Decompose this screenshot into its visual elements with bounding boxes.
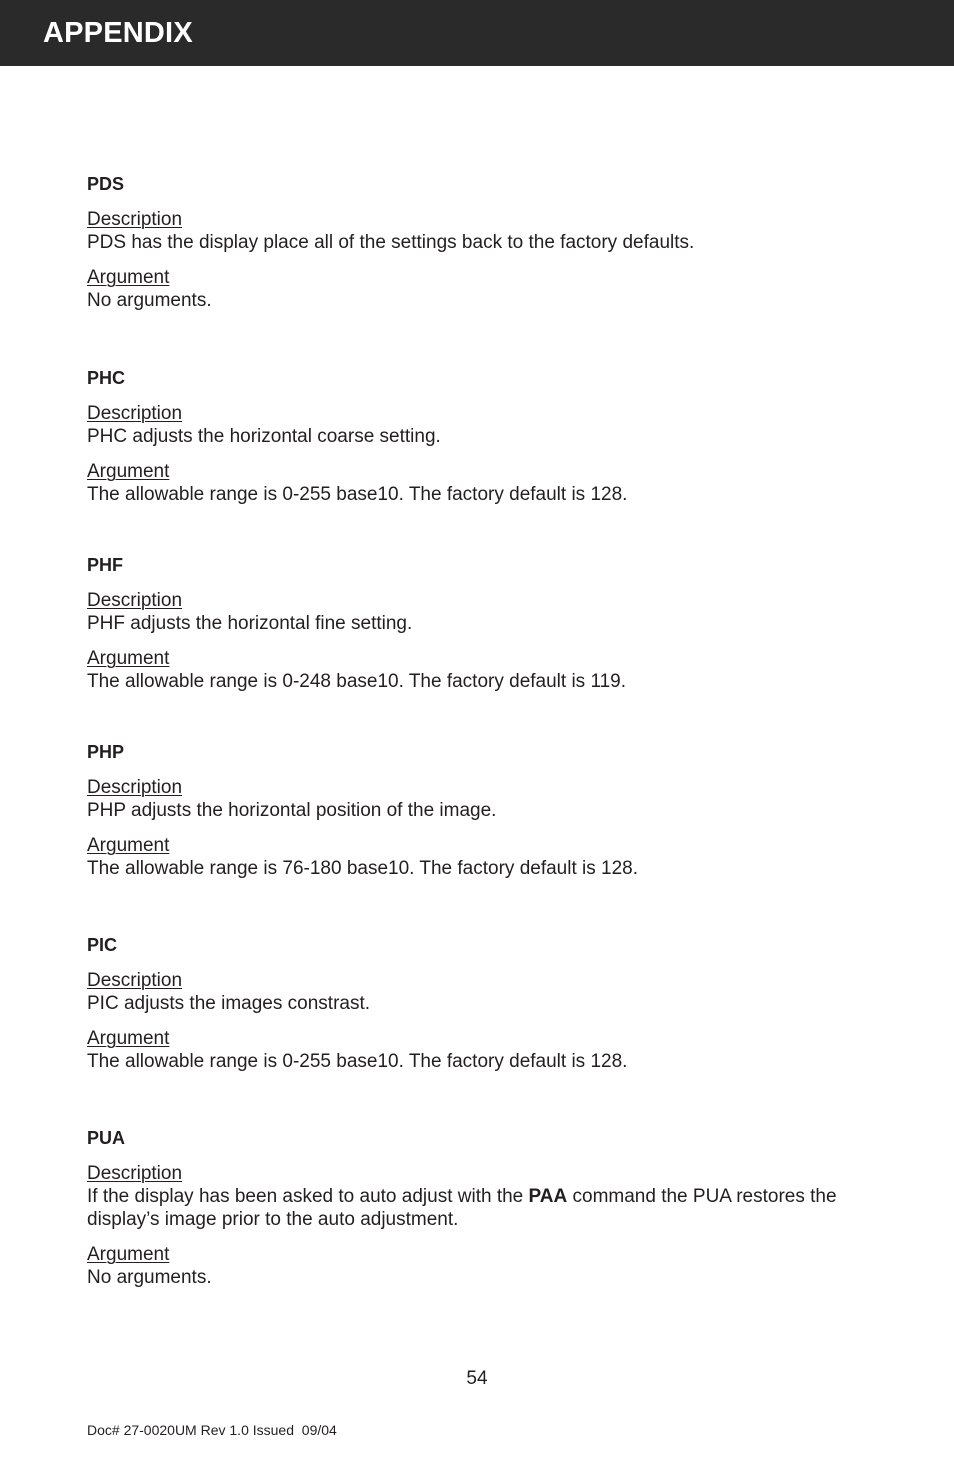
command-section-pic — [87, 934, 887, 1073]
description-text: PHP adjusts the horizontal position of the image. — [87, 800, 497, 821]
argument-text: The allowable range is 0-248 base10. The factory default is 119. — [87, 671, 627, 692]
command-name: PHC — [87, 368, 126, 388]
command-section-php — [87, 741, 887, 880]
command-name: PDS — [87, 174, 125, 194]
argument-text: The allowable range is 0-255 base10. The factory default is 128. — [87, 484, 628, 505]
description-label: Description — [87, 590, 183, 611]
description-text: PDS has the display place all of the settings back to the factory defaults. — [87, 232, 695, 253]
page-title: APPENDIX — [43, 17, 193, 49]
description-label: Description — [87, 970, 183, 991]
command-name: PHF — [87, 555, 123, 575]
header-bar — [0, 0, 954, 66]
argument-label: Argument — [87, 835, 170, 856]
description-text-end: command the PUA restores the display’s image prior to the auto adjustment. — [87, 1186, 837, 1230]
description-text — [87, 1185, 887, 1231]
argument-text: The allowable range is 76-180 base10. The factory default is 128. — [87, 858, 638, 879]
page-number: 54 — [466, 1368, 488, 1389]
argument-label: Argument — [87, 267, 170, 288]
argument-label: Argument — [87, 1028, 170, 1049]
description-text: PIC adjusts the images constrast. — [87, 993, 371, 1014]
argument-label: Argument — [87, 648, 170, 669]
document-info: Doc# 27-0020UM Rev 1.0 Issued 09/04 — [87, 1422, 337, 1438]
description-text-start: If the display has been asked to auto adjust with the — [87, 1186, 529, 1207]
paa-command-ref: PAA — [528, 1186, 568, 1207]
description-label: Description — [87, 1163, 183, 1184]
argument-text: No arguments. — [87, 290, 212, 311]
command-name: PUA — [87, 1128, 126, 1148]
command-name: PHP — [87, 742, 125, 762]
description-label: Description — [87, 777, 183, 798]
description-text: PHF adjusts the horizontal fine setting. — [87, 613, 413, 634]
command-name: PIC — [87, 935, 118, 955]
description-text: PHC adjusts the horizontal coarse setting. — [87, 426, 441, 447]
argument-label: Argument — [87, 461, 170, 482]
argument-text: No arguments. — [87, 1267, 212, 1288]
command-section-phc — [87, 367, 887, 506]
command-section-phf — [87, 554, 887, 693]
command-section-pds — [87, 173, 887, 312]
description-label: Description — [87, 209, 183, 230]
description-label: Description — [87, 403, 183, 424]
argument-text: The allowable range is 0-255 base10. The factory default is 128. — [87, 1051, 628, 1072]
command-section-pua — [87, 1127, 887, 1289]
argument-label: Argument — [87, 1244, 170, 1265]
